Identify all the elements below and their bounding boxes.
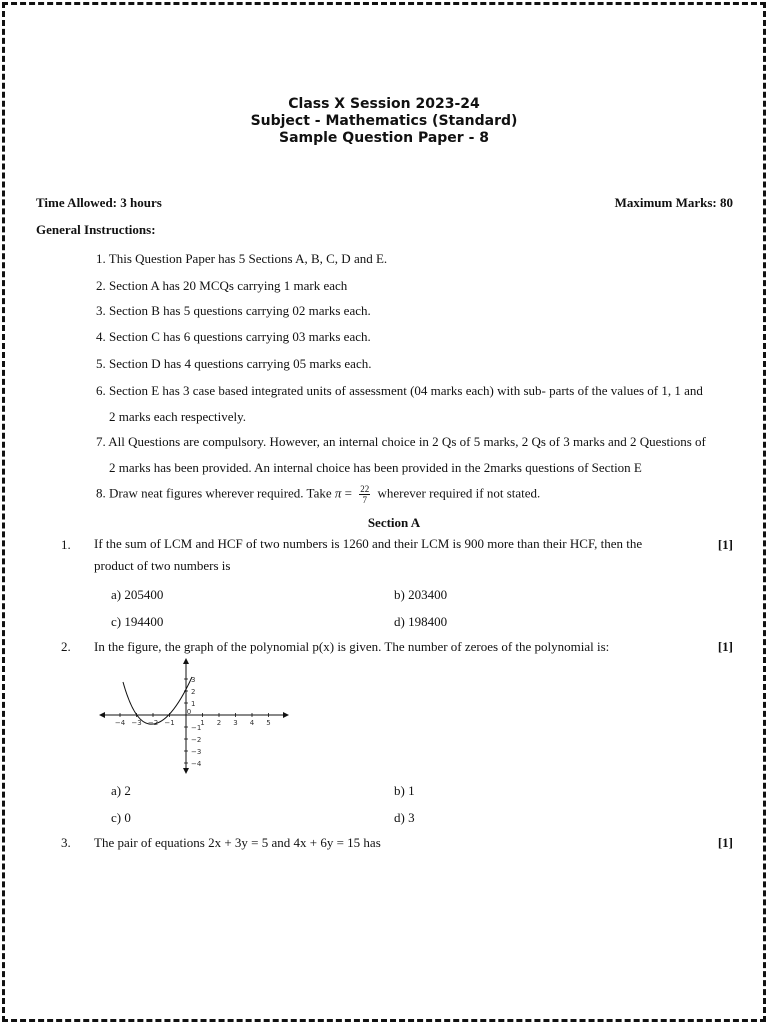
paper-header	[0, 96, 768, 147]
y-tick-label: 2	[191, 688, 196, 696]
instruction-item: 3. Section B has 5 questions carrying 02 marks each.	[96, 303, 371, 318]
instruction-item-8	[96, 484, 540, 505]
fraction-numerator: 22	[360, 484, 370, 494]
question-2-text: In the figure, the graph of the polynomial p(x) is given. The number of zeroes of the polynomial is:	[94, 639, 610, 654]
question-2-number: 2.	[61, 639, 71, 654]
instruction8-prefix: 8. Draw neat figures wherever required. Take	[96, 485, 332, 501]
x-tick-label: −1	[164, 719, 175, 727]
x-tick-label: −4	[114, 719, 126, 727]
tick-labels	[115, 676, 271, 768]
instruction-item: 4. Section C has 6 questions carrying 03 marks each.	[96, 329, 371, 344]
x-tick-label: 3	[233, 719, 238, 727]
fraction-22-over-7	[359, 484, 370, 505]
polynomial-curve	[123, 677, 192, 724]
question-1-option-b[interactable]: b) 203400	[394, 587, 448, 602]
header-class-session: Class X Session 2023-24	[288, 96, 480, 112]
y-tick-label: −2	[191, 736, 202, 744]
question-2-option-b[interactable]: b) 1	[394, 783, 415, 798]
y-tick-label: −4	[191, 760, 202, 768]
instruction-item: 5. Section D has 4 questions carrying 05 marks each.	[96, 356, 372, 371]
instruction-item: 6. Section E has 3 case based integrated units of assessment (04 marks each) with sub- parts of the values of 1, 1 and	[96, 383, 703, 398]
instruction-item: 2. Section A has 20 MCQs carrying 1 mark each	[96, 278, 348, 293]
page-border	[2, 2, 766, 1022]
fraction-denominator: 7	[362, 495, 367, 505]
question-1-number: 1.	[61, 537, 71, 552]
y-tick-label: −3	[191, 748, 202, 756]
question-1-marks: [1]	[717, 537, 733, 552]
question-2-marks: [1]	[717, 639, 733, 654]
y-tick-label: −1	[191, 724, 202, 732]
x-tick-label: 4	[249, 719, 255, 727]
x-tick-label: 5	[266, 719, 271, 727]
x-tick-label: −3	[131, 719, 142, 727]
header-paper-title: Sample Question Paper - 8	[278, 130, 489, 146]
question-2-option-d[interactable]: d) 3	[394, 810, 415, 825]
instruction-item-continued: 2 marks has been provided. An internal choice has been provided in the 2marks questions of Section E	[109, 460, 642, 475]
time-allowed: Time Allowed: 3 hours	[36, 195, 162, 210]
instruction-item: 1. This Question Paper has 5 Sections A, B, C, D and E.	[96, 251, 388, 266]
y-tick-label: 3	[191, 676, 196, 684]
section-a-title: Section A	[367, 515, 421, 530]
x-tick-label: 2	[216, 719, 222, 727]
instruction-item: 7. All Questions are compulsory. However, an internal choice in 2 Qs of 5 marks, 2 Qs of 3 marks and 2 Questions of	[96, 434, 706, 449]
x-tick-label: 0	[186, 708, 192, 716]
question-1-option-d[interactable]: d) 198400	[394, 614, 448, 629]
question-3-number: 3.	[61, 835, 71, 850]
question-2-option-c[interactable]: c) 0	[111, 810, 131, 825]
y-tick-label: 1	[191, 700, 196, 708]
question-2-option-a[interactable]: a) 2	[111, 783, 131, 798]
instruction8-suffix: wherever required if not stated.	[377, 485, 541, 501]
header-subject: Subject - Mathematics (Standard)	[250, 113, 518, 129]
question-1-text	[94, 533, 642, 577]
maximum-marks: Maximum Marks: 80	[614, 195, 733, 210]
question-3-text: The pair of equations 2x + 3y = 5 and 4x + 6y = 15 has	[94, 835, 381, 850]
question-1-line: If the sum of LCM and HCF of two numbers is 1260 and their LCM is 900 more than their HCF, then the	[94, 536, 643, 551]
pi-symbol: π	[334, 485, 342, 501]
general-instructions-title: General Instructions:	[36, 222, 156, 237]
x-tick-label: −2	[147, 719, 159, 727]
question-1-line: product of two numbers is	[94, 558, 231, 573]
x-tick-label: 1	[200, 719, 205, 727]
instruction-item-continued: 2 marks each respectively.	[109, 409, 247, 424]
equals-sign: =	[344, 485, 352, 501]
polynomial-graph	[96, 656, 292, 776]
question-1-option-c[interactable]: c) 194400	[111, 614, 164, 629]
question-3-marks: [1]	[717, 835, 733, 850]
question-1-option-a[interactable]: a) 205400	[111, 587, 164, 602]
